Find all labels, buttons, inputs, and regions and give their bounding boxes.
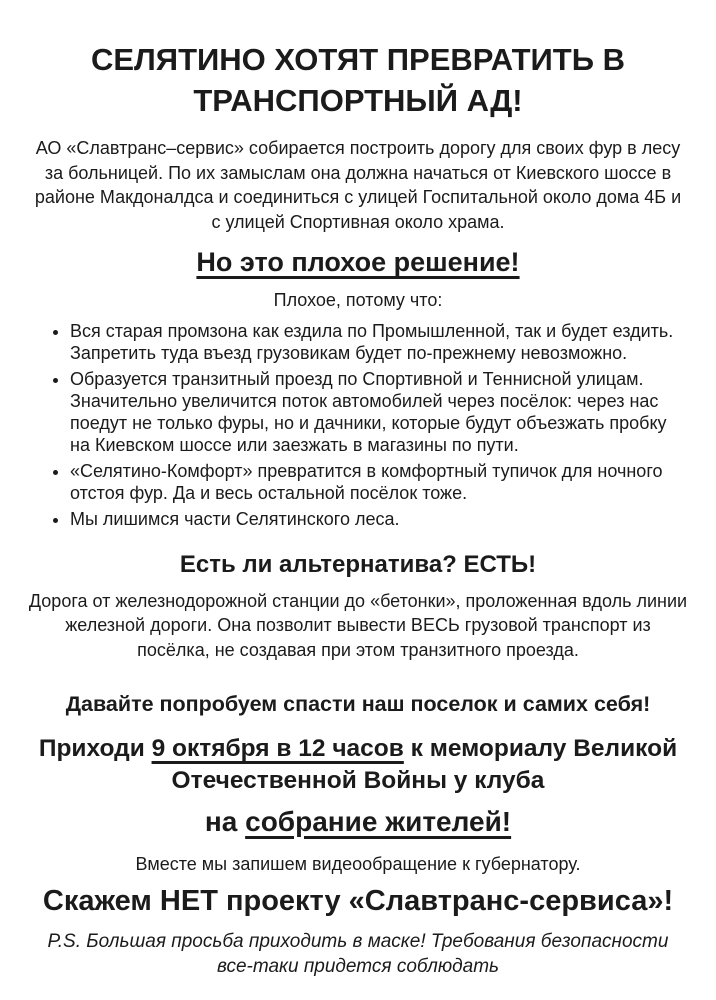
alternative-paragraph: Дорога от железнодорожной станции до «бетонки», проложенная вдоль линии железной дороги. Она позволит вывести ВЕСЬ грузовой транспорт из посёлка, не создавая при этом транзитного проезда. (28, 590, 688, 660)
list-item: • Вся старая промзона как ездила по Промышленной, так и будет ездить. Запретить туда въезд грузовикам будет по-прежнему невозможно. (70, 321, 688, 365)
reasons-intro: Плохое, потому что: (273, 290, 443, 311)
list-item: • «Селятино-Комфорт» превратится в комфортный тупичок для ночного отстоя фур. Да и весь остальной посёлок тоже. (70, 461, 688, 505)
meeting-announcement (26, 733, 690, 798)
meeting-purpose-line (26, 804, 690, 840)
say-no-heading: Скажем НЕТ проекту «Славтранс-сервиса»! (42, 885, 674, 918)
meeting-date-underlined: 9 октября в 12 часов (151, 735, 404, 763)
call-to-action-heading: Давайте попробуем спасти наш поселок и самих себя! (65, 692, 651, 717)
video-note: Вместе мы запишем видеообращение к губернатору. (135, 854, 581, 875)
intro-paragraph: АО «Славтранс–сервис» собирается построить дорогу для своих фур в лесу за больницей. По их замыслам она должна начаться от Киевского шоссе в районе Макдоналдса и соединиться с улицей Госпитальной около дома 4Б и с улицей Спортивная около храма. (34, 137, 682, 233)
flyer-title (26, 40, 690, 122)
list-item: • Мы лишимся части Селятинского леса. (70, 509, 688, 531)
ps-note: P.S. Большая просьба приходить в маске! Требования безопасности все-таки придется соблюдать (47, 930, 669, 978)
list-item: • Образуется транзитный проезд по Спортивной и Теннисной улицам. Значительно увеличится поток автомобилей через посёлок: через нас поедут не только фуры, но и дачники, которые будут объезжать пробку на Киевском шоссе или заезжать в магазины по пути. (70, 369, 688, 457)
meeting-location: к мемориалу Великой Отечественной Войны у клуба (171, 735, 678, 795)
alternative-heading: Есть ли альтернатива? ЕСТЬ! (179, 550, 537, 578)
bad-decision-heading: Но это плохое решение! (196, 247, 520, 278)
meeting-purpose-prefix: на (204, 805, 246, 837)
meeting-text: Приходи (38, 735, 152, 763)
reasons-list (26, 321, 690, 531)
flyer-title-line-2: ТРАНСПОРТНЫЙ АД! (193, 82, 523, 118)
flyer-title-line-1: СЕЛЯТИНО ХОТЯТ ПРЕВРАТИТЬ В (90, 42, 626, 77)
meeting-purpose-underlined: собрание жителей! (245, 805, 512, 837)
